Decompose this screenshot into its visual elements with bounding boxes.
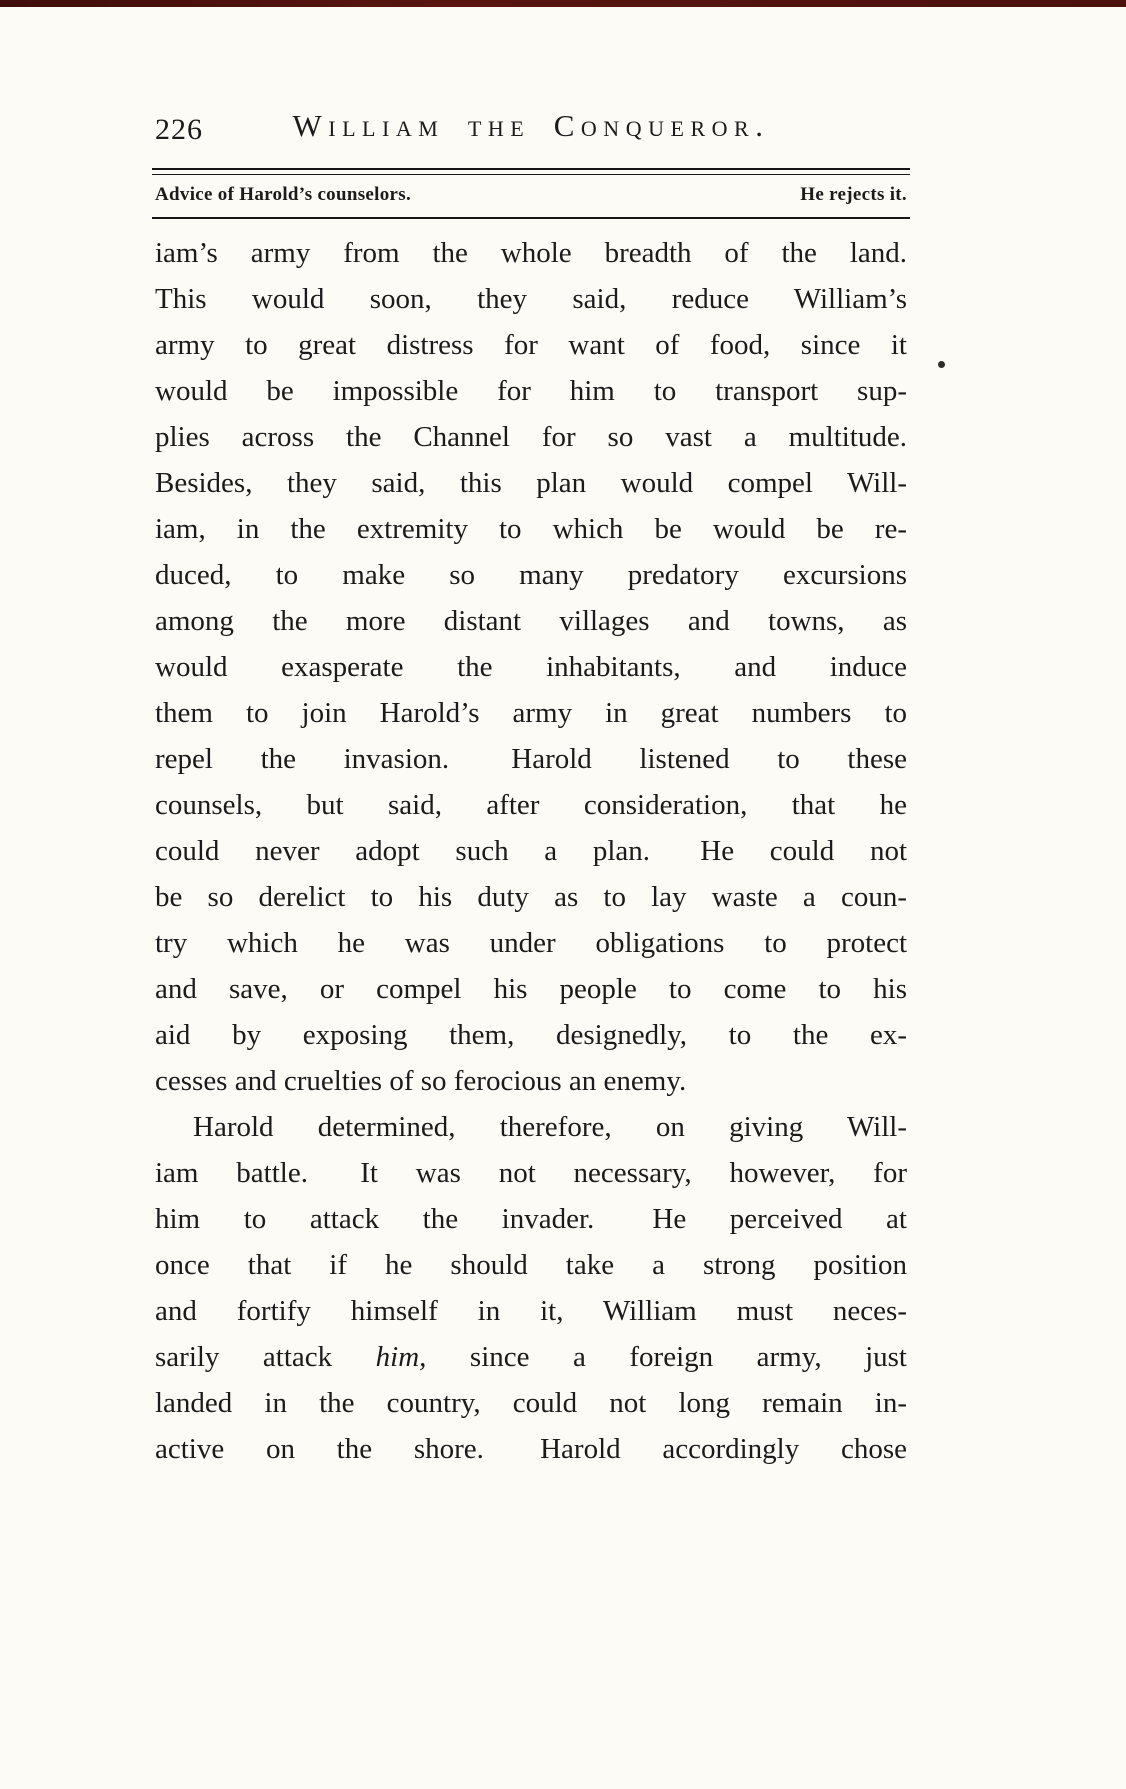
text-segment: them to join Harold’s army in great numbers to — [155, 697, 907, 729]
text-line — [155, 690, 907, 736]
text-segment: This would soon, they said, reduce William’s — [155, 283, 907, 315]
running-header — [155, 184, 907, 206]
text-segment: and fortify himself in it, William must neces- — [155, 1295, 907, 1327]
text-segment: iam’s army from the whole breadth of the land. — [155, 237, 907, 269]
text-segment: among the more distant villages and towns, as — [155, 605, 907, 637]
text-line — [155, 1012, 907, 1058]
text-segment: Harold determined, therefore, on giving Will- — [193, 1111, 907, 1143]
text-segment: would be impossible for him to transport sup- — [155, 375, 907, 407]
text-line — [155, 1380, 907, 1426]
text-segment: could never adopt such a plan. He could not — [155, 835, 907, 867]
scan-edge-artifact — [0, 0, 1126, 7]
text-line — [155, 644, 907, 690]
text-segment: aid by exposing them, designedly, to the ex- — [155, 1019, 907, 1051]
text-segment: counsels, but said, after consideration, that he — [155, 789, 907, 821]
text-line — [155, 828, 907, 874]
text-line — [155, 552, 907, 598]
text-line — [155, 368, 907, 414]
text-segment: army to great distress for want of food, since it — [155, 329, 907, 361]
running-header-right: He rejects it. — [800, 184, 907, 205]
text-segment: landed in the country, could not long remain in- — [155, 1387, 907, 1419]
text-segment: once that if he should take a strong position — [155, 1249, 907, 1281]
text-segment: active on the shore. Harold accordingly chose — [155, 1433, 907, 1465]
text-line — [155, 1150, 907, 1196]
scan-speck — [938, 361, 945, 368]
text-segment: plies across the Channel for so vast a multitude. — [155, 421, 907, 453]
running-header-left: Advice of Harold’s counselors. — [155, 184, 411, 205]
text-line — [155, 414, 907, 460]
text-line — [155, 1288, 907, 1334]
text-segment: him to attack the invader. He perceived at — [155, 1203, 907, 1235]
text-line — [155, 1104, 907, 1150]
text-line — [155, 1426, 907, 1472]
text-line — [155, 230, 907, 276]
text-segment: and save, or compel his people to come to his — [155, 973, 907, 1005]
text-segment: try which he was under obligations to protect — [155, 927, 907, 959]
text-line — [155, 1196, 907, 1242]
text-line — [155, 782, 907, 828]
text-line — [155, 322, 907, 368]
text-segment: repel the invasion. Harold listened to these — [155, 743, 907, 775]
text-line — [155, 1242, 907, 1288]
text-line — [155, 874, 907, 920]
text-segment: cesses and cruelties of so ferocious an enemy. — [155, 1065, 687, 1097]
page-number: 226 — [155, 113, 203, 146]
text-line — [155, 460, 907, 506]
text-segment: sarily attack — [155, 1341, 376, 1373]
header-rule-double — [152, 168, 910, 175]
page-title: William the Conqueror. — [292, 108, 770, 143]
text-line — [155, 1334, 907, 1380]
page-header — [155, 106, 907, 152]
text-segment: duced, to make so many predatory excursions — [155, 559, 907, 591]
text-segment: be so derelict to his duty as to lay waste a coun- — [155, 881, 907, 913]
text-segment: would exasperate the inhabitants, and induce — [155, 651, 907, 683]
text-segment: since a foreign army, just — [426, 1341, 907, 1373]
text-line — [155, 736, 907, 782]
text-line — [155, 598, 907, 644]
text-line — [155, 920, 907, 966]
text-line — [155, 276, 907, 322]
text-line — [155, 966, 907, 1012]
text-line — [155, 506, 907, 552]
body-text — [155, 230, 907, 1472]
header-rule-single — [152, 217, 910, 219]
italic-text: him, — [375, 1341, 427, 1373]
text-segment: iam, in the extremity to which be would be re- — [155, 513, 907, 545]
text-segment: iam battle. It was not necessary, however, for — [155, 1157, 907, 1189]
text-segment: Besides, they said, this plan would compel Will- — [155, 467, 907, 499]
text-line — [155, 1058, 907, 1104]
